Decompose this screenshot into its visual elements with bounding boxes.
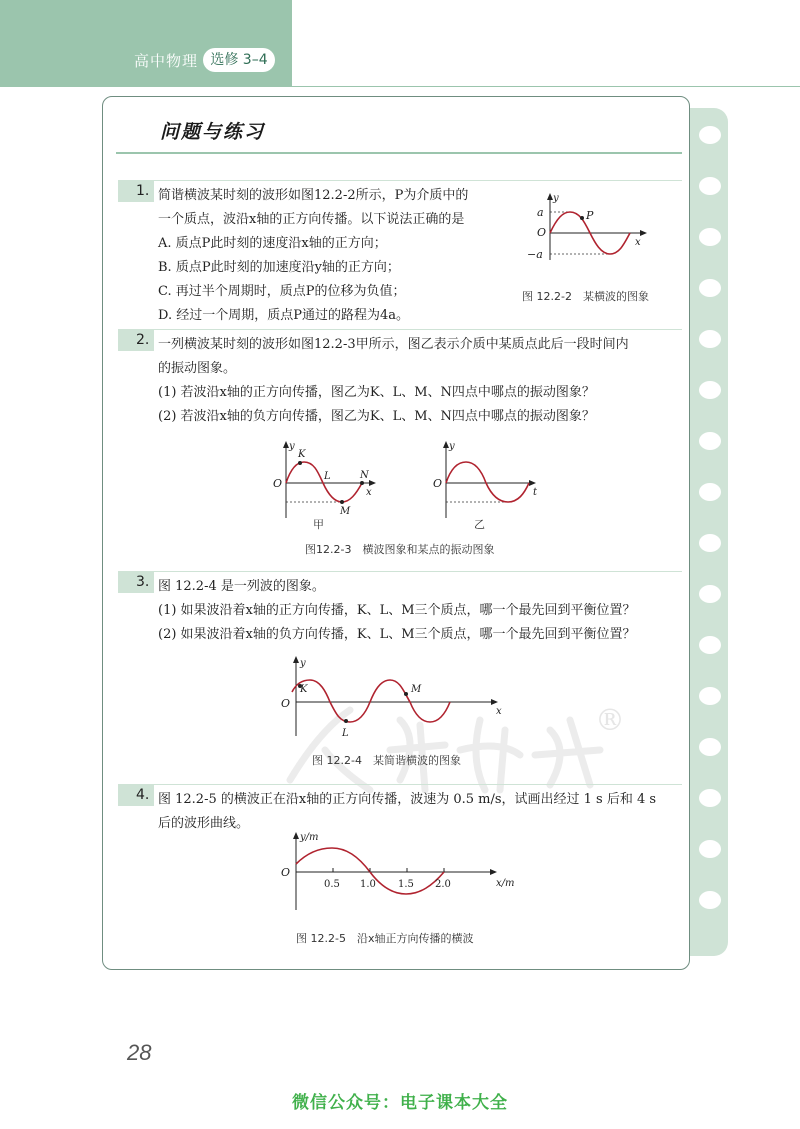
binder-ring-icon — [699, 585, 721, 603]
x-axis-arrow-icon — [640, 230, 647, 236]
k-label: K — [298, 449, 306, 460]
question-2-line: 一列横波某时刻的波形如图12.2-3甲所示，图乙表示介质中某质点此后一段时间内 — [158, 337, 629, 352]
registered-mark: ® — [595, 703, 625, 738]
binder-ring-icon — [699, 789, 721, 807]
x-axis-arrow-icon — [490, 869, 497, 875]
binder-ring-icon — [699, 687, 721, 705]
origin-label: O — [537, 226, 547, 239]
footer-watermark: 微信公众号：电子课本大全 — [292, 1093, 508, 1113]
a-label: a — [537, 206, 544, 219]
figure-12-2-3-caption: 图12.2-3 横波图象和某点的振动图象 — [305, 543, 495, 556]
question-1-option-b: B. 质点P此时刻的加速度沿y轴的正方向； — [158, 260, 400, 275]
origin-label: O — [281, 697, 291, 710]
book-volume-badge: 选修 3–4 — [203, 48, 275, 72]
x-tick-label: 2.0 — [435, 879, 451, 890]
header-rule — [0, 86, 800, 87]
x-tick-label: 1.0 — [360, 879, 376, 890]
y-label: y — [289, 441, 295, 452]
t-label: t — [533, 487, 538, 498]
wave-curve — [292, 680, 450, 722]
point-p-marker — [580, 216, 584, 220]
x-label: x — [496, 706, 502, 717]
y-label: y — [553, 193, 559, 204]
figure-12-2-3-left — [268, 438, 388, 530]
x-label: x — [635, 237, 641, 248]
figure-12-2-3-left-sublabel: 甲 — [313, 518, 324, 531]
question-1-line: 简谐横波某时刻的波形如图12.2-2所示，P为介质中的 — [158, 188, 469, 203]
section-title: 问题与练习 — [160, 121, 266, 143]
question-1-number: 1. — [136, 183, 150, 199]
vibration-curve — [446, 462, 529, 502]
page-number: 28 — [127, 1040, 152, 1065]
figure-12-2-2-caption: 图 12.2-2 某横波的图象 — [522, 290, 649, 303]
question-4-line: 图 12.2-5 的横波正在沿x轴的正方向传播，波速为 0.5 m/s，试画出经过 1 s 后和 4 s — [158, 792, 657, 807]
question-divider — [118, 571, 682, 572]
title-rule — [116, 152, 682, 154]
figure-12-2-4 — [278, 652, 508, 742]
question-3-line: 图 12.2-4 是一列波的图象。 — [158, 579, 325, 594]
question-3-part-2: (2) 如果波沿着x轴的负方向传播，K、L、M三个质点，哪一个最先回到平衡位置？ — [158, 627, 636, 642]
question-3-part-1: (1) 如果波沿着x轴的正方向传播，K、L、M三个质点，哪一个最先回到平衡位置？ — [158, 603, 636, 618]
x-tick-label: 1.5 — [398, 879, 414, 890]
l-label: L — [342, 728, 349, 739]
binder-ring-icon — [699, 636, 721, 654]
wave-curve — [286, 462, 362, 502]
question-2-part-2: (2) 若波沿x轴的负方向传播，图乙为K、L、M、N四点中哪点的振动图象？ — [158, 409, 595, 424]
point-l-marker — [344, 719, 348, 723]
question-divider — [118, 784, 682, 785]
figure-12-2-5-caption: 图 12.2-5 沿x轴正方向传播的横波 — [296, 932, 474, 945]
origin-label: O — [281, 866, 291, 879]
point-p-label: P — [586, 209, 594, 222]
point-m-marker — [404, 692, 408, 696]
binder-ring-icon — [699, 534, 721, 552]
x-axis-arrow-icon — [491, 699, 498, 705]
question-1-line: 一个质点，波沿x轴的正方向传播。以下说法正确的是 — [158, 212, 465, 227]
binder-ring-icon — [699, 840, 721, 858]
point-k-marker — [298, 461, 302, 465]
y-axis-arrow-icon — [293, 832, 299, 839]
m-label: M — [340, 506, 351, 517]
question-4-number: 4. — [136, 787, 150, 803]
x-tick-label: 0.5 — [324, 879, 340, 890]
figure-12-2-4-caption: 图 12.2-4 某简谐横波的图象 — [312, 754, 461, 767]
book-subject: 高中物理 — [134, 52, 199, 70]
origin-label: O — [433, 477, 443, 490]
figure-12-2-5 — [278, 826, 528, 916]
binder-ring-icon — [699, 279, 721, 297]
question-2-line: 的振动图象。 — [158, 361, 237, 376]
x-label: x/m — [496, 878, 515, 889]
binder-ring-icon — [699, 330, 721, 348]
figure-12-2-2 — [525, 190, 655, 270]
question-divider — [118, 180, 682, 181]
neg-a-label: −a — [527, 248, 543, 261]
y-label: y — [449, 441, 455, 452]
binder-ring-icon — [699, 228, 721, 246]
t-axis-arrow-icon — [529, 480, 536, 486]
question-4-line: 后的波形曲线。 — [158, 816, 250, 831]
binder-ring-icon — [699, 126, 721, 144]
y-label: y — [300, 658, 306, 669]
question-2-part-1: (1) 若波沿x轴的正方向传播，图乙为K、L、M、N四点中哪点的振动图象？ — [158, 385, 595, 400]
m-label: M — [411, 684, 422, 695]
l-label: L — [324, 471, 331, 482]
question-1-option-c: C. 再过半个周期时，质点P的位移为负值； — [158, 284, 406, 299]
k-label: K — [300, 684, 308, 695]
binder-ring-icon — [699, 177, 721, 195]
y-label: y/m — [300, 832, 319, 843]
binder-ring-icon — [699, 483, 721, 501]
figure-12-2-3-right-sublabel: 乙 — [474, 518, 485, 531]
y-axis-arrow-icon — [293, 656, 299, 663]
question-1-option-a: A. 质点P此时刻的速度沿x轴的正方向； — [158, 236, 387, 251]
figure-12-2-3-right — [428, 438, 548, 530]
question-divider — [118, 329, 682, 330]
origin-label: O — [273, 477, 283, 490]
x-label: x — [366, 487, 372, 498]
x-axis-arrow-icon — [369, 480, 376, 486]
point-m-marker — [340, 500, 344, 504]
binder-ring-icon — [699, 381, 721, 399]
binder-ring-icon — [699, 432, 721, 450]
binder-ring-icon — [699, 738, 721, 756]
n-label: N — [360, 470, 369, 481]
question-1-option-d: D. 经过一个周期，质点P通过的路程为4a。 — [158, 308, 409, 323]
point-n-marker — [360, 481, 364, 485]
question-3-number: 3. — [136, 574, 150, 590]
header-band — [0, 0, 292, 86]
question-2-number: 2. — [136, 332, 150, 348]
binder-ring-icon — [699, 891, 721, 909]
